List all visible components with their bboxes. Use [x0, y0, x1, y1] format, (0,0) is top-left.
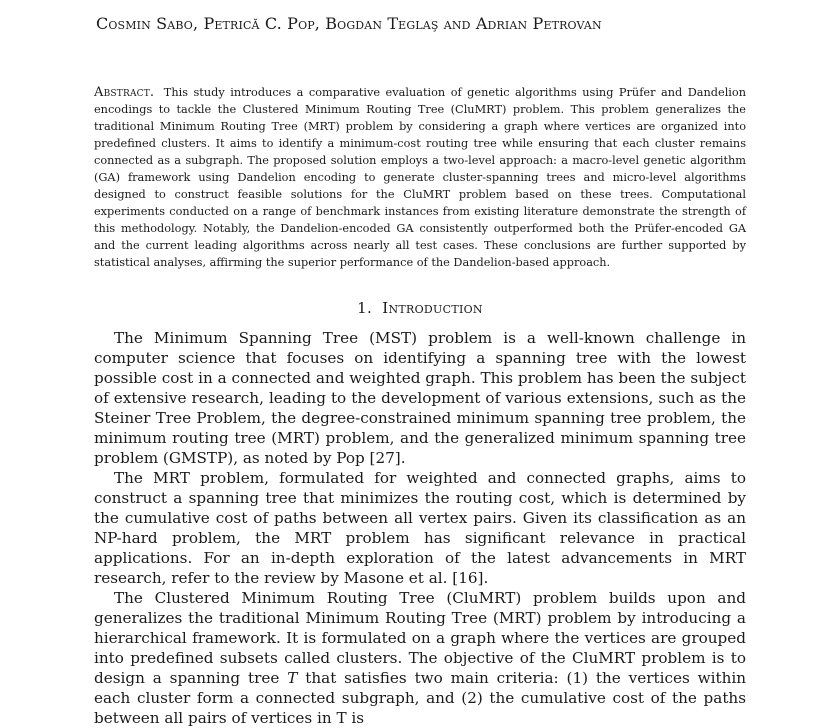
- abstract-text: This study introduces a comparative evaluation of genetic algorithms using Prüfer and Dandelion encodings to tackle the Clustered Minimum Routing Tree (CluMRT) problem. This problem generalizes the traditional Minimum Routing Tree (MRT) problem by considering a graph where vertices are organized into predefined clusters. It aims to identify a minimum-cost routing tree while ensuring that each cluster remains connected as a subgraph. The proposed solution employs a two-level approach: a macro-level genetic algorithm (GA) framework using Dandelion encoding to generate cluster-spanning trees and micro-level algorithms designed to construct feasible solutions for the CluMRT problem based on these trees. Computational experiments conducted on a range of benchmark instances from existing literature demonstrate the strength of this methodology. Notably, the Dandelion-encoded GA consistently outperformed both the Prüfer-encoded GA and the current leading algorithms across nearly all test cases. These conclusions are further supported by statistical analyses, affirming the superior performance of the Dandelion-based approach.: [94, 86, 746, 270]
- abstract: [94, 84, 746, 272]
- paragraph-mrt: The MRT problem, formulated for weighted and connected graphs, aims to construct a spanning tree that minimizes the routing cost, which is determined by the cumulative cost of paths between all vertex pairs. Given its classification as an NP-hard problem, the MRT problem has significant relevance in practical applications. For an in-depth exploration of the latest advancements in MRT research, refer to the review by Masone et al. [16].: [94, 469, 746, 587]
- abstract-heading: Abstract.: [94, 85, 155, 100]
- math-variable-t: T: [287, 669, 298, 687]
- section-number: 1.: [357, 299, 373, 317]
- author-list: Cosmin Sabo, Petrică C. Pop, Bogdan Teglaş and Adrian Petrovan: [96, 14, 602, 33]
- paragraph-mst: The Minimum Spanning Tree (MST) problem is a well-known challenge in computer science that focuses on identifying a spanning tree with the lowest possible cost in a connected and weighted graph. This problem has been the subject of extensive research, leading to the development of various extensions, such as the Steiner Tree Problem, the degree-constrained minimum spanning tree problem, the minimum routing tree (MRT) problem, and the generalized minimum spanning tree problem (GMSTP), as noted by Pop [27].: [94, 329, 746, 467]
- section-heading: [94, 299, 746, 317]
- paragraph-clumrt: [94, 588, 746, 728]
- paragraph-clumrt-part-2: that satisfies two main criteria: (1) the vertices within each cluster form a connected subgraph, and (2) the cumulative cost of the paths between all pairs of vertices in T is: [94, 669, 746, 727]
- introduction-body: [94, 328, 746, 728]
- paragraph-clumrt-part-1: The Clustered Minimum Routing Tree (CluMRT) problem builds upon and generalizes the traditional Minimum Routing Tree (MRT) problem by introducing a hierarchical framework. It is formulated on a graph where the vertices are grouped into predefined subsets called clusters. The objective of the CluMRT problem is to design a spanning tree: [94, 589, 746, 687]
- section-title: Introduction: [382, 299, 483, 317]
